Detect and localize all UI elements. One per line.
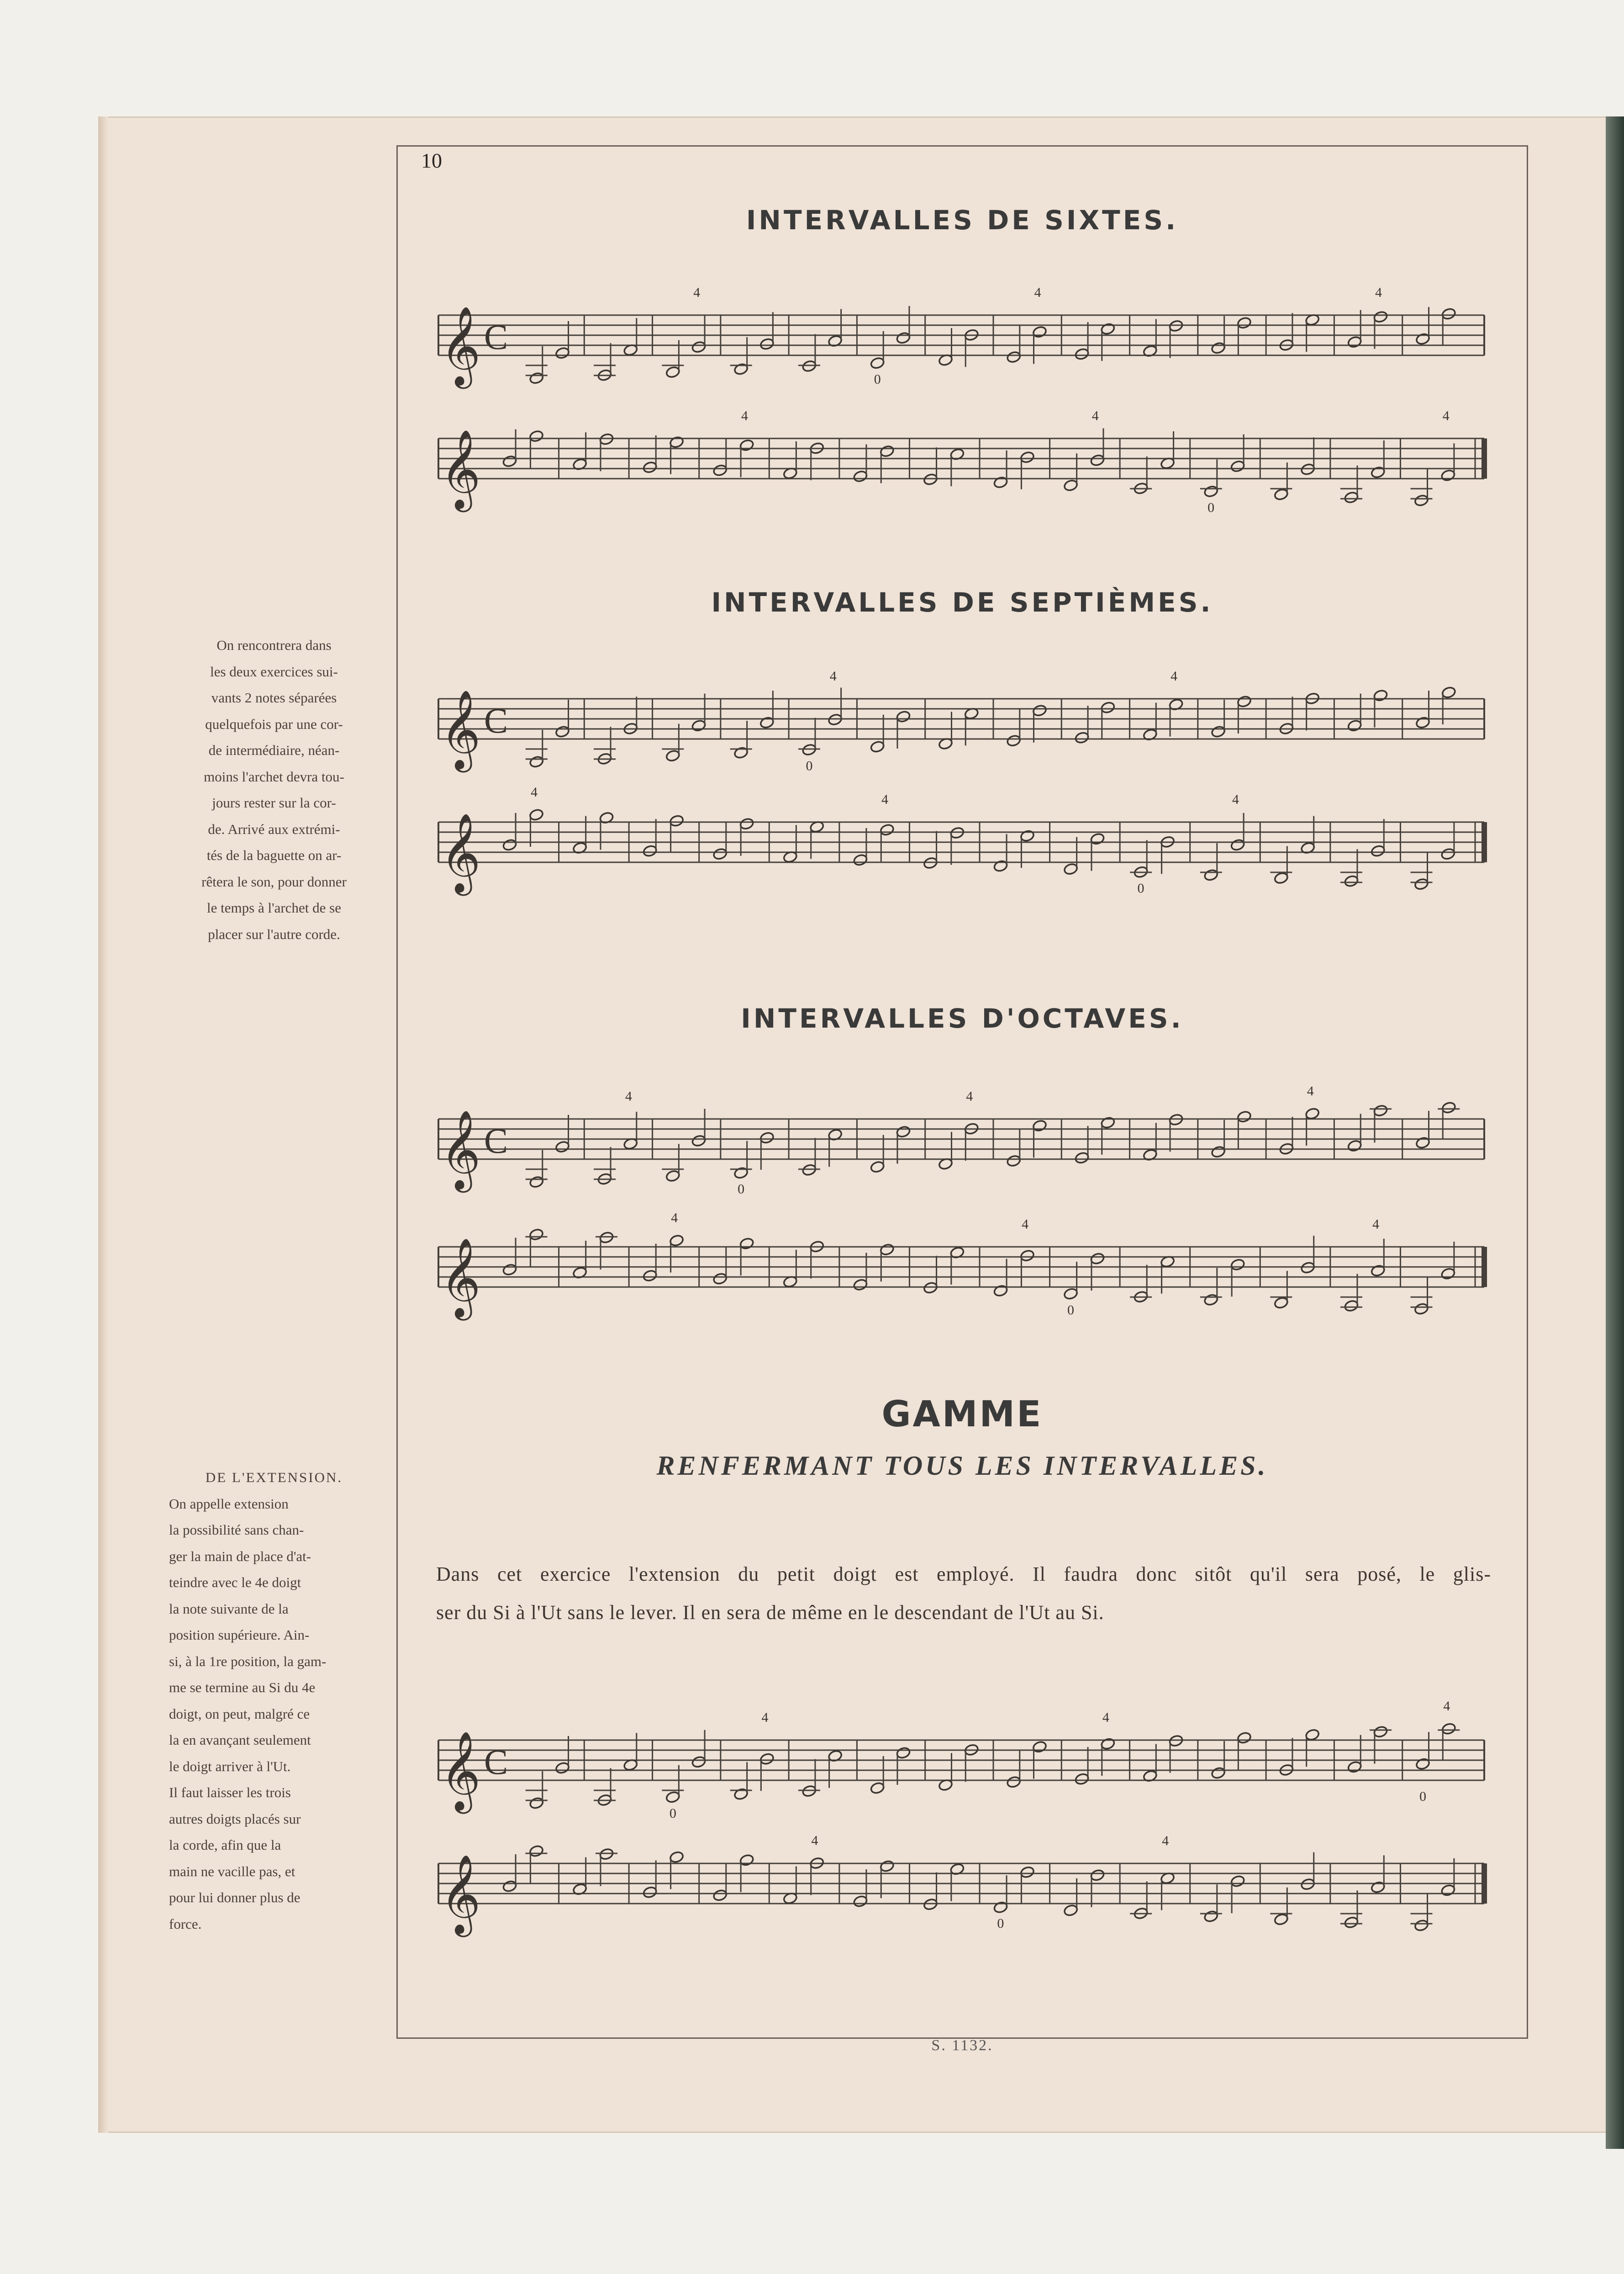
open-string-mark: 0 xyxy=(874,372,881,387)
side-note-separated-notes xyxy=(169,632,379,947)
open-string-mark: 0 xyxy=(738,1182,745,1197)
note-line: la possibilité sans chan- xyxy=(169,1522,304,1538)
note-line: la en avançant seulement xyxy=(169,1732,311,1748)
fingering-number: 4 xyxy=(1442,408,1450,423)
note-line: de intermédiaire, néan- xyxy=(208,742,340,758)
note-line: doigt, on peut, malgré ce xyxy=(169,1705,310,1722)
note-line: autres doigts placés sur xyxy=(169,1810,301,1827)
fingering-number: 4 xyxy=(1022,1217,1029,1232)
plate-number: S. 1132. xyxy=(931,2037,993,2054)
note-line: jours rester sur la cor- xyxy=(212,795,336,811)
open-string-mark: 0 xyxy=(1419,1789,1427,1804)
note-line: force. xyxy=(169,1915,202,1932)
staff-octaves-1 xyxy=(438,1078,1484,1215)
open-string-mark: 0 xyxy=(669,1805,676,1821)
time-signature: C xyxy=(484,701,508,740)
gamme-instructions xyxy=(436,1555,1491,1632)
open-string-mark: 0 xyxy=(997,1916,1004,1931)
note-line: la note suivante de la xyxy=(169,1600,289,1617)
note-line: tés de la baguette on ar- xyxy=(206,847,342,863)
fingering-number: 4 xyxy=(811,1833,818,1848)
fingering-number: 4 xyxy=(1375,285,1382,300)
note-line: si, à la 1re position, la gam- xyxy=(169,1653,327,1669)
page-number: 10 xyxy=(421,149,442,172)
fingering-number: 4 xyxy=(1034,285,1041,300)
fingering-number: 4 xyxy=(1091,408,1099,423)
fingering-number: 4 xyxy=(1162,1833,1169,1848)
note-line: position supérieure. Ain- xyxy=(169,1627,310,1643)
staff-septiemes-1 xyxy=(438,658,1484,795)
note-line: main ne vacille pas, et xyxy=(169,1863,295,1879)
book-spine xyxy=(1606,116,1624,2149)
open-string-mark: 0 xyxy=(1207,500,1215,515)
staff-septiemes-2 xyxy=(438,781,1484,918)
note-line: la corde, afin que la xyxy=(169,1837,281,1853)
fingering-number: 4 xyxy=(1307,1083,1314,1099)
time-signature: C xyxy=(484,1121,508,1161)
note-line: Il faut laisser les trois xyxy=(169,1784,291,1800)
note-line: On appelle extension xyxy=(169,1495,289,1512)
time-signature: C xyxy=(484,1742,508,1782)
note-line: le temps à l'archet de se xyxy=(207,900,341,916)
treble-clef-icon: 𝄞 xyxy=(440,306,481,385)
page-edge xyxy=(98,116,108,2133)
gamme-subtitle: RENFERMANT TOUS LES INTERVALLES. xyxy=(656,1451,1268,1481)
fingering-number: 4 xyxy=(881,792,888,807)
treble-clef-icon: 𝄞 xyxy=(440,690,481,769)
time-signature: C xyxy=(484,317,508,357)
section-title-septiemes: INTERVALLES DE SEPTIÈMES. xyxy=(711,587,1213,618)
staff-octaves-2 xyxy=(438,1206,1484,1343)
fingering-number: 4 xyxy=(1372,1217,1379,1232)
treble-clef-icon: 𝄞 xyxy=(440,429,481,509)
note-line: le doigt arriver à l'Ut. xyxy=(169,1758,291,1774)
note-line: les deux exercices sui- xyxy=(210,663,338,680)
note-line: pour lui donner plus de xyxy=(169,1889,301,1905)
section-title-sixtes: INTERVALLES DE SIXTES. xyxy=(746,205,1179,236)
note-line: teindre avec le 4e doigt xyxy=(169,1574,301,1590)
section-title-gamme: GAMME xyxy=(881,1394,1043,1435)
note-line: vants 2 notes séparées xyxy=(211,690,337,706)
note-line: me se termine au Si du 4e xyxy=(169,1679,316,1695)
fingering-number: 4 xyxy=(693,285,701,300)
note-line: On rencontrera dans xyxy=(216,637,332,653)
fingering-number: 4 xyxy=(1102,1710,1109,1725)
note-line: quelquefois par une cor- xyxy=(205,716,343,732)
fingering-number: 4 xyxy=(1171,669,1178,684)
open-string-mark: 0 xyxy=(1137,881,1144,896)
fingering-number: 4 xyxy=(761,1710,769,1725)
fingering-number: 4 xyxy=(1232,792,1239,807)
treble-clef-icon: 𝄞 xyxy=(440,1238,481,1317)
fingering-number: 4 xyxy=(625,1089,632,1104)
treble-clef-icon: 𝄞 xyxy=(440,1731,481,1810)
note-heading: DE L'EXTENSION. xyxy=(205,1469,343,1485)
fingering-number: 4 xyxy=(1443,1699,1450,1714)
fingering-number: 4 xyxy=(966,1089,973,1104)
note-line: placer sur l'autre corde. xyxy=(208,926,340,942)
staff-sixtes-1 xyxy=(438,274,1484,411)
fingering-number: 4 xyxy=(829,669,837,684)
side-note-extension xyxy=(169,1464,379,1937)
section-title-octaves: INTERVALLES D'OCTAVES. xyxy=(741,1003,1184,1034)
open-string-mark: 0 xyxy=(1067,1302,1074,1318)
fingering-number: 4 xyxy=(671,1210,678,1226)
open-string-mark: 0 xyxy=(806,758,813,774)
instruction-line-1: Dans cet exercice l'extension du petit doigt est employé. Il faudra donc sitôt qu'il sera posé, le glis- xyxy=(436,1563,1491,1585)
staff-sixtes-2 xyxy=(438,397,1484,534)
fingering-number: 4 xyxy=(741,408,748,423)
treble-clef-icon: 𝄞 xyxy=(440,1854,481,1934)
staff-gamme-2 xyxy=(438,1822,1484,1959)
note-line: ger la main de place d'at- xyxy=(169,1548,311,1564)
staff-gamme-1 xyxy=(438,1699,1484,1836)
treble-clef-icon: 𝄞 xyxy=(440,1110,481,1189)
treble-clef-icon: 𝄞 xyxy=(440,813,481,892)
note-line: rêtera le son, pour donner xyxy=(201,873,347,890)
fingering-number: 4 xyxy=(531,785,538,800)
note-line: moins l'archet devra tou- xyxy=(204,768,344,785)
note-line: de. Arrivé aux extrémi- xyxy=(208,821,340,837)
instruction-line-2: ser du Si à l'Ut sans le lever. Il en sera de même en le descendant de l'Ut au Si. xyxy=(436,1601,1104,1624)
